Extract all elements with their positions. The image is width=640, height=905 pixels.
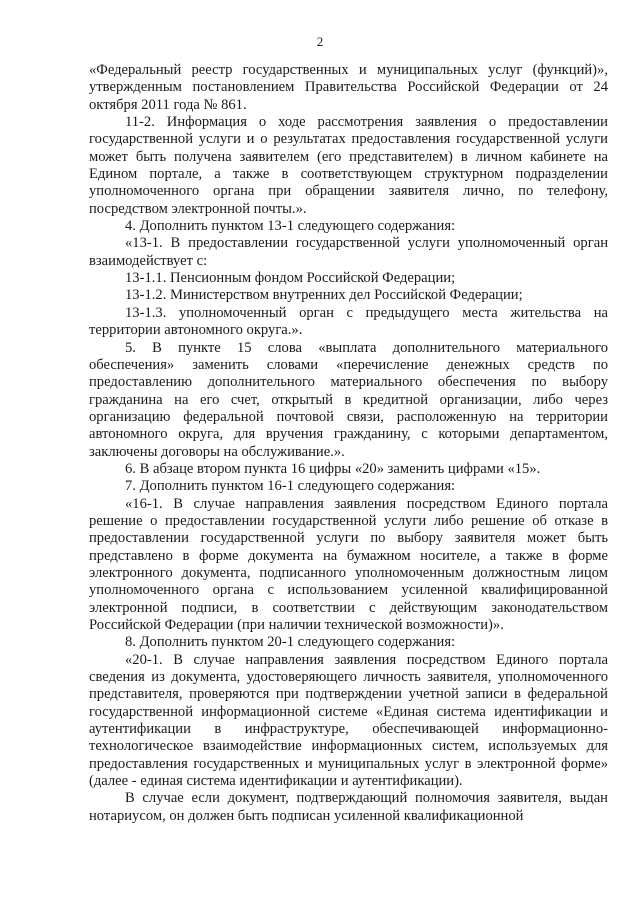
paragraph: 11-2. Информация о ходе рассмотрения заявления о предоставлении государственной услуги и о результатах предоставления государственной услуги может быть получена заявителем (его представителем) в личном кабинете на Едином портале, а также в соответствующем структурном подразделении уполномоченного органа при обращении заявителя лично, по телефону, посредством электронной почты.». xyxy=(89,114,608,217)
paragraph: «Федеральный реестр государственных и муниципальных услуг (функций)», утвержденным постановлением Правительства Российской Федерации от 24 октября 2011 года № 861. xyxy=(89,62,608,113)
paragraph: «20-1. В случае направления заявления посредством Единого портала сведения из документа, удостоверяющего личность заявителя, уполномоченного представителя, проверяются при подтверждении учетной записи в федеральной государственной информационной системе «Единая система идентификации и аутентификации в инфраструктуре, обеспечивающей информационно-технологическое взаимодействие информационных систем, используемых для предоставления государственных и муниципальных услуг в электронной форме» (далее - единая система идентификации и аутентификации). xyxy=(89,651,608,790)
paragraph: 5. В пункте 15 слова «выплата дополнительного материального обеспечения» заменить словами «перечисление денежных средств по предоставлению дополнительного материального обеспечения по выбору гражданина на его счет, открытый в кредитной организации, либо через организацию федеральной почтовой связи, расположенную на территории автономного округа, для вручения гражданину, с которыми департаментом, заключены договоры на обслуживание.». xyxy=(89,339,608,460)
document-body xyxy=(89,62,608,825)
paragraph: 13-1.1. Пенсионным фондом Российской Федерации; xyxy=(125,270,456,287)
paragraph: 4. Дополнить пунктом 13-1 следующего содержания: xyxy=(125,218,456,235)
paragraph: «16-1. В случае направления заявления посредством Единого портала решение о предоставлении государственной услуги либо решение об отказе в предоставлении государственной услуги по выбору заявителя может быть представлено в форме документа на бумажном носителе, а также в форме электронного документа, подписанного уполномоченным должностным лицом уполномоченного органа с использованием усиленной квалифицированной электронной подписи, в соответствии с действующим законодательством Российской Федерации (при наличии технической возможности)». xyxy=(89,495,608,633)
paragraph: 13-1.2. Министерством внутренних дел Российской Федерации; xyxy=(125,287,523,304)
paragraph: 6. В абзаце втором пункта 16 цифры «20» заменить цифрами «15». xyxy=(125,460,541,477)
paragraph: В случае если документ, подтверждающий полномочия заявителя, выдан нотариусом, он должен быть подписан усиленной квалификационной xyxy=(89,790,608,824)
paragraph: «13-1. В предоставлении государственной услуги уполномоченный орган взаимодействует с: xyxy=(89,235,608,269)
page-number: 2 xyxy=(316,34,324,49)
paragraph: 7. Дополнить пунктом 16-1 следующего содержания: xyxy=(125,478,456,495)
paragraph: 8. Дополнить пунктом 20-1 следующего содержания: xyxy=(125,634,456,651)
paragraph: 13-1.3. уполномоченный орган с предыдущего места жительства на территории автономного округа.». xyxy=(89,304,608,339)
